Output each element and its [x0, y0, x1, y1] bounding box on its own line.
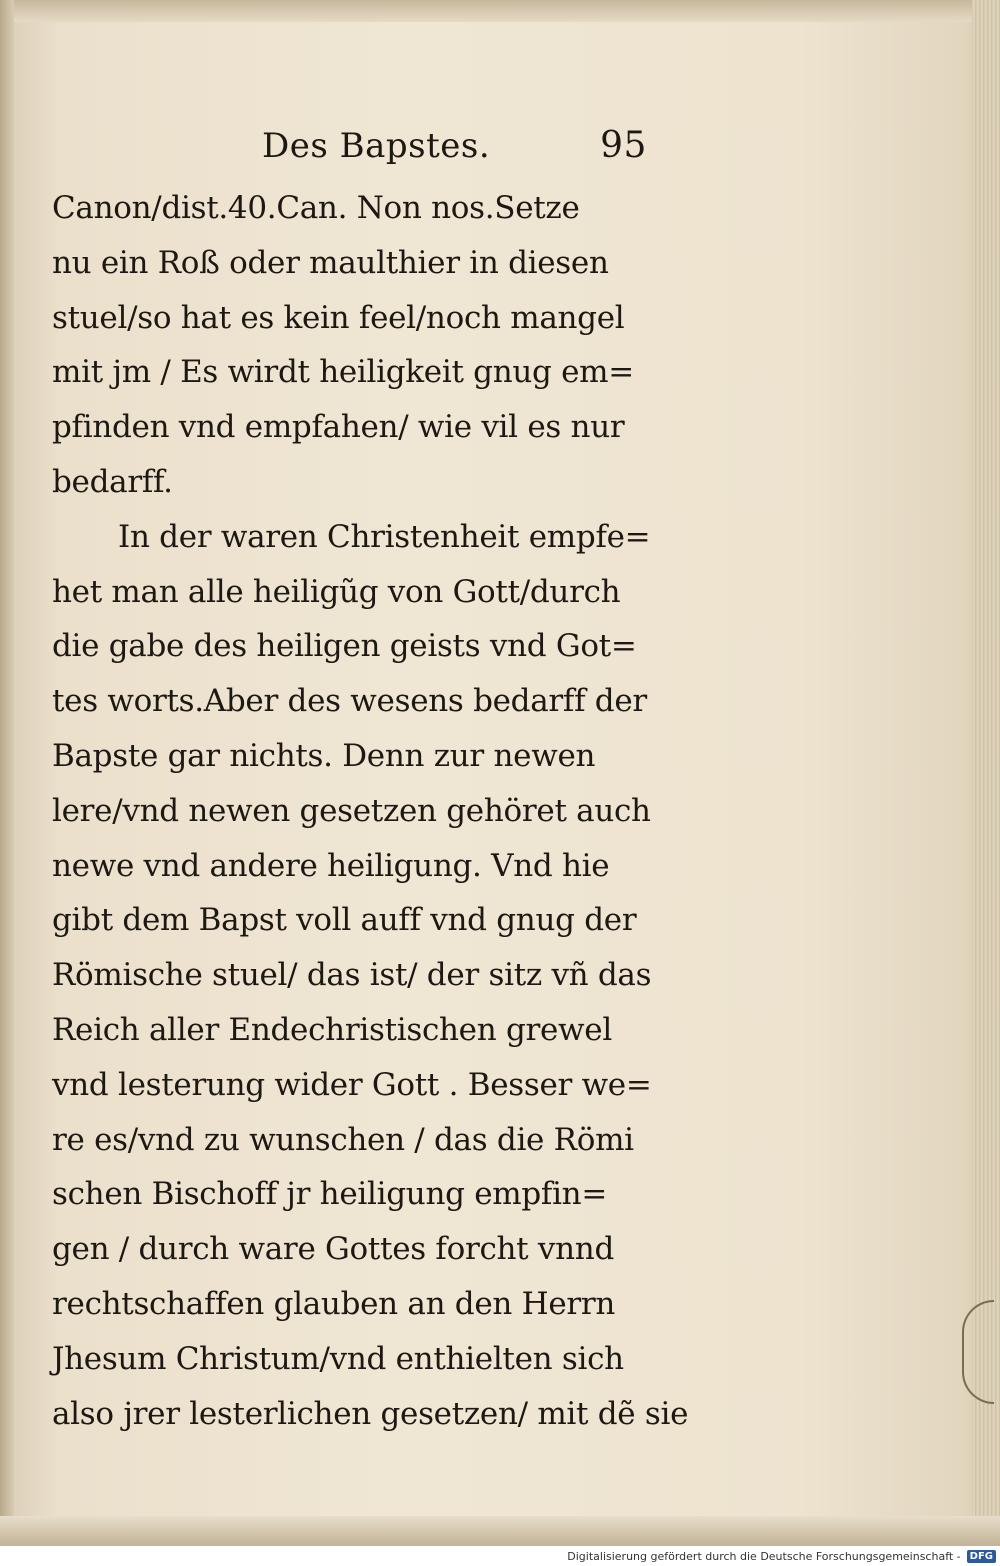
text-line: Jhesum Christum/vnd enthielten sich: [52, 1340, 624, 1377]
running-head: [52, 125, 752, 181]
digitization-footer: [0, 1546, 1000, 1566]
text-line: In der waren Christenheit empfe=: [118, 518, 651, 555]
text-line: schen Bischoff jr heiligung empfin=: [52, 1176, 608, 1213]
book-bottom-edge: [0, 1516, 1000, 1546]
text-line: re es/vnd zu wunschen / das die Römi: [52, 1121, 634, 1158]
text-line: gen / durch ware Gottes forcht vnnd: [52, 1231, 614, 1268]
text-line: stuel/so hat es kein feel/noch mangel: [52, 299, 625, 336]
text-line: Römische stuel/ das ist/ der sitz vñ das: [52, 957, 652, 994]
text-line: tes worts.Aber des wesens bedarff der: [52, 683, 647, 720]
text-line: rechtschaffen glauben an den Herrn: [52, 1285, 616, 1322]
text-line: vnd lesterung wider Gott . Besser we=: [52, 1066, 652, 1103]
dfg-logo: DFG: [967, 1550, 996, 1563]
text-line: pfinden vnd empfahen/ wie vil es nur: [52, 409, 625, 446]
funding-credit: Digitalisierung gefördert durch die Deutsche Forschungsgemeinschaft -: [567, 1549, 961, 1563]
ribbon-marker-icon: [962, 1300, 994, 1404]
running-title: Des Bapstes.: [262, 126, 491, 166]
book-gutter: [0, 0, 14, 1566]
text-line: gibt dem Bapst voll auff vnd gnug der: [52, 902, 637, 939]
text-line: Bapste gar nichts. Denn zur newen: [52, 737, 596, 774]
text-line: die gabe des heiligen geists vnd Got=: [52, 628, 637, 665]
book-top-edge: [0, 0, 1000, 22]
text-line: mit jm / Es wirdt heiligkeit gnug em=: [52, 354, 634, 391]
text-line: newe vnd andere heiligung. Vnd hie: [52, 847, 610, 884]
text-line: also jrer lesterlichen gesetzen/ mit dẽ sie: [52, 1395, 689, 1432]
text-line: Canon/dist.40.Can. Non nos.Setze: [52, 190, 580, 226]
text-line: lere/vnd newen gesetzen gehöret auch: [52, 792, 651, 829]
text-line: bedarff.: [52, 463, 173, 500]
text-line: Reich aller Endechristischen grewel: [52, 1011, 612, 1048]
text-line: het man alle heiligũg von Gott/durch: [52, 573, 621, 610]
text-line: nu ein Roß oder maulthier in diesen: [52, 244, 609, 281]
page-number: 95: [600, 125, 647, 166]
text-block: [52, 125, 752, 1441]
